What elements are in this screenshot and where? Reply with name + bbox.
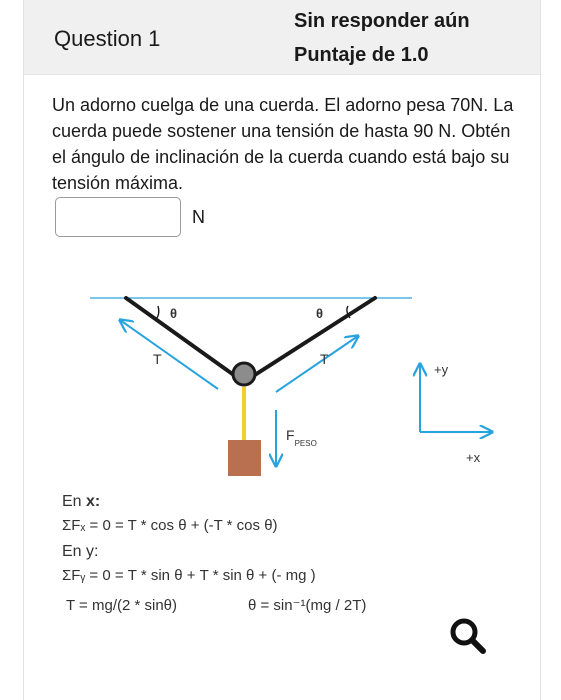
tension-right-label: T xyxy=(320,351,329,367)
tension-arrow-right xyxy=(276,336,358,392)
axis-x-label: +x xyxy=(466,450,481,465)
eq-x: ΣFₓ = 0 = T * cos θ + (-T * cos θ) xyxy=(62,517,278,534)
force-label: $F_{PESO}$ xyxy=(286,427,317,448)
eq-x-label: En x: xyxy=(62,493,101,510)
eq-theta: θ = sin⁻¹(mg / 2T) xyxy=(248,597,367,614)
ring xyxy=(233,363,255,385)
physics-diagram xyxy=(24,280,540,640)
theta-right-label: θ xyxy=(316,306,324,321)
eq-y: ΣFᵧ = 0 = T * sin θ + T * sin θ + (- mg ) xyxy=(62,567,316,584)
question-header xyxy=(24,0,540,75)
eq-y-label: En y: xyxy=(62,543,99,560)
question-text: Un adorno cuelga de una cuerda. El adorno pesa 70N. La cuerda puede sostener una tensión de hasta 90 N. Obtén el ángulo de inclinación de la cuerda cuando está bajo su tensión máxima. xyxy=(52,95,514,193)
tension-left-label: T xyxy=(153,351,162,367)
points-label: Puntaje de 1.0 xyxy=(294,44,429,66)
ornament-weight xyxy=(228,440,261,476)
angle-arc-left xyxy=(157,306,159,318)
question-title: Question 1 xyxy=(54,26,161,51)
theta-left-label: θ xyxy=(170,306,178,321)
eq-t: T = mg/(2 * sinθ) xyxy=(66,597,178,614)
unit-label: N xyxy=(192,207,205,227)
question-card xyxy=(23,0,541,700)
answer-input[interactable] xyxy=(55,197,181,237)
axis-y-label: +y xyxy=(434,362,449,377)
status-label: Sin responder aún xyxy=(294,10,470,32)
search-icon[interactable] xyxy=(448,616,488,656)
rope-left xyxy=(126,298,238,378)
